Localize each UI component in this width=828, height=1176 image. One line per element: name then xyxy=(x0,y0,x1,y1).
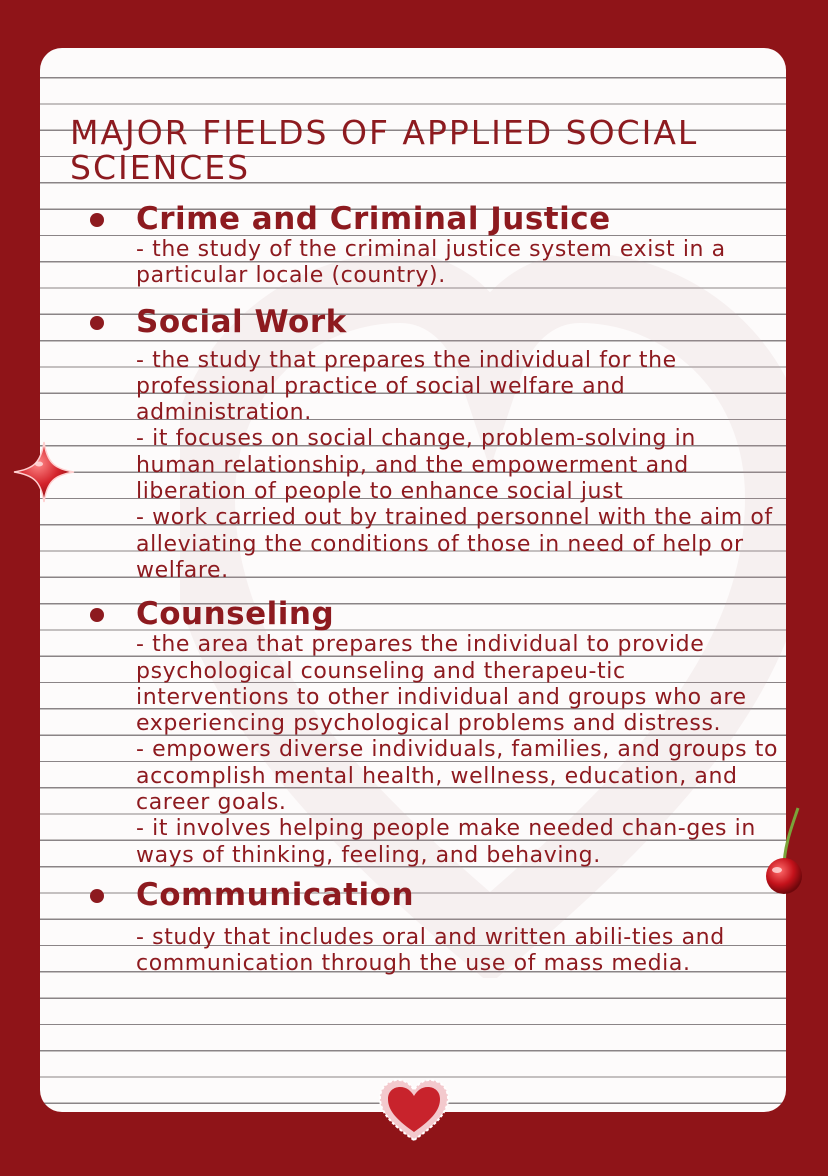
page-title xyxy=(70,80,786,185)
section-paragraph: - the study of the criminal justice system exist in a particular locale (country). xyxy=(136,237,726,289)
section-heading: Communication xyxy=(136,876,415,913)
bullet xyxy=(90,608,104,622)
section-heading: Social Work xyxy=(136,303,347,340)
section-paragraph: - it involves helping people make needed chan-ges in ways of thinking, feeling, and behaving. xyxy=(136,816,756,868)
section-paragraph: - work carried out by trained personnel with the aim of alleviating the conditions of those in need of help or welfare. xyxy=(136,505,773,583)
section-counseling xyxy=(70,596,786,869)
section-heading: Counseling xyxy=(136,596,335,633)
section-crime xyxy=(70,201,786,290)
bullet xyxy=(90,889,104,903)
section-paragraph: - study that includes oral and written abili-ties and communication through the use of mass media. xyxy=(136,924,725,977)
section-paragraph: - empowers diverse individuals, families, and groups to accomplish mental health, wellness, education, and career goals. xyxy=(136,737,779,816)
section-heading: Crime and Criminal Justice xyxy=(136,201,611,237)
section-paragraph: - it focuses on social change, problem-solving in human relationship, and the empowerment and liberation of people to enhance social just xyxy=(136,426,696,505)
title-text: MAJOR FIELDS OF APPLIED SOCIAL SCIENCES xyxy=(70,113,699,187)
section-paragraph: - the study that prepares the individual for the professional practice of social welfare and administration. xyxy=(136,347,677,426)
bullet xyxy=(90,316,104,330)
sparkle-star-icon xyxy=(12,440,76,504)
notebook-page xyxy=(40,48,786,1112)
page-content xyxy=(70,80,786,978)
cherry-icon xyxy=(762,806,812,896)
section-communication xyxy=(70,877,786,978)
section-social-work xyxy=(70,304,786,585)
bullet xyxy=(90,213,104,227)
lace-heart-icon xyxy=(378,1078,450,1144)
section-paragraph: - the area that prepares the individual to provide psychological counseling and therapeu-tic interventions to other individual and groups who are experiencing psychological problems and distress. xyxy=(136,632,747,737)
